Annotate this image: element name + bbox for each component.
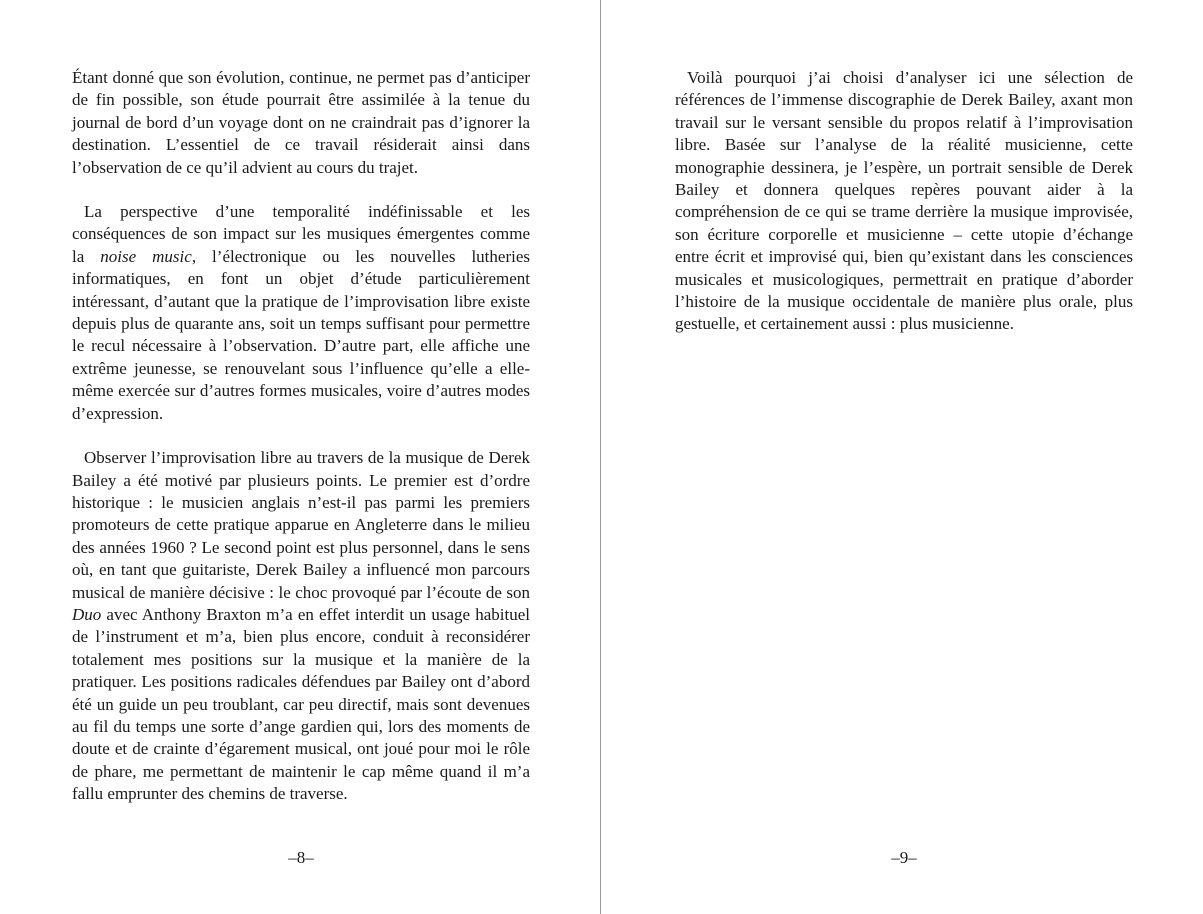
paragraph-3: [72, 447, 530, 806]
paragraph-1: Étant donné que son évolution, continue, ne permet pas d’anticiper de fin possible, son étude pourrait être assimilée à la tenue du journal de bord d’un voyage dont on ne craindrait pas d’ignorer la destination. L’essentiel de ce travail résiderait ainsi dans l’observation de ce qu’il advient au cours du trajet.: [72, 68, 530, 177]
paragraph-4-text-b: cette monographie dessinera, je l’espère, un portrait sensible de Derek Bailey et donnera quelques repères pouvant aider à la compréhension de ce qui se trame derrière la musique improvisée, son écriture corporelle et musicienne – cette utopie d’échange entre écrit et improvisé qui, bien qu’existant dans les consciences musicales et musicologiques, permettrait en pratique d’aborder l’histoire de la musique occidentale de manière plus orale, plus gestuelle, et certainement aussi : plus musicienne.: [675, 135, 1133, 334]
paragraph-3-text-b: avec Anthony Braxton m’a en effet interdit un usage habituel de l’instrument et m’a, bien plus encore, conduit à reconsidérer totalement mes positions sur la musique et la manière de la pratiquer. Les positions radicales défendues par Bailey ont d’abord été un guide un peu troublant, car peu directif, mais sont devenues au fil du temps une sorte d’ange gardien qui, lors des moments de doute et de crainte d’égarement musical, ont joué pour moi le rôle de phare, me permettant de maintenir le cap même quand il m’a fallu emprunter des chemins de traverse.: [72, 604, 530, 804]
right-page-body: [675, 67, 1133, 358]
paragraph-2: [72, 201, 530, 425]
paragraph-4-text-a: Voilà pourquoi j’ai choisi d’analyser ici une sélection de références de l’immense discographie de Derek Bailey, axant mon travail sur le versant sensible du propos relatif à l’improvisation libre.: [675, 68, 1133, 155]
noise-music-italic: noise music: [100, 246, 192, 266]
paragraph-4: [675, 67, 1133, 336]
paragraph-3-text-a: Observer l’improvisation libre au travers de la musique de Derek Bailey a été motivé par plusieurs points. Le premier est d’ordre historique : le musicien anglais n’est-il pas parmi les premiers promoteurs de cette pratique apparue en Angleterre dans le milieu des années 1960 ? Le second point est plus personnel, dans le sens où, en tant que guitariste, Derek Bailey a influencé mon parcours musical de manière décisive : le choc provoqué par l’écoute de son: [72, 448, 530, 602]
right-page: [602, 0, 1203, 914]
paragraph-2-text-b: , l’électronique ou les nouvelles lutheries informatiques, en font un objet d’étude particulièrement intéressant, d’autant que la pratique de l’improvisation libre existe depuis plus de quarante ans, soit un temps suffisant pour permettre le recul nécessaire à l’observation. D’autre part, elle affiche une extrême jeunesse, se renouvelant sous l’influence qu’elle a elle-même exercée sur d’autres formes musicales, voire d’autres modes d’expression.: [72, 246, 530, 423]
paragraph-4-text-tight: Basée sur l’analyse de la réalité musicienne,: [710, 135, 1087, 155]
book-spine-divider: [600, 0, 601, 914]
duo-italic: Duo: [72, 604, 102, 624]
left-page-body: [72, 67, 530, 828]
page-number-right: –9–: [891, 848, 917, 867]
left-page: [0, 0, 601, 914]
paragraph-2-text-a: La perspective d’une temporalité indéfinissable et les conséquences de son impact sur les musiques émergentes comme la: [72, 202, 530, 266]
page-number-left: –8–: [288, 848, 314, 867]
